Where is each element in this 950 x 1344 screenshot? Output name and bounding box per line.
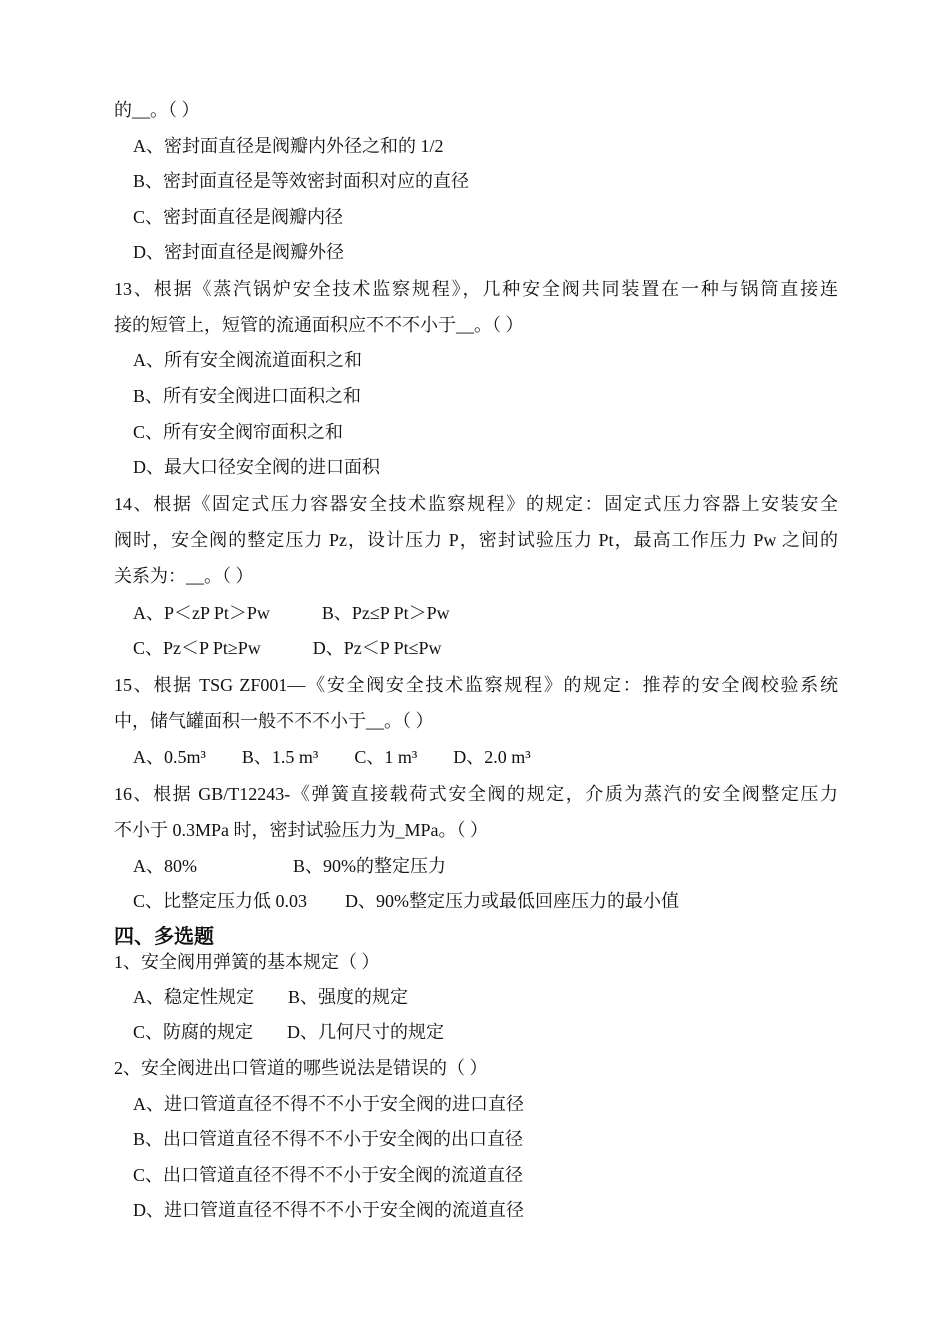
q15-option-c: C、1 m³ bbox=[354, 747, 418, 767]
q14-option-d: D、Pz＜P Pt≤Pw bbox=[312, 638, 442, 658]
q15-option-a: A、0.5m³ bbox=[133, 747, 206, 767]
m1-options-row1 bbox=[133, 985, 857, 1009]
q14-options-row2 bbox=[133, 636, 857, 660]
q14-stem-line3: 关系为：__。（ ） bbox=[114, 566, 254, 586]
q12-option-d: D、密封面直径是阀瓣外径 bbox=[133, 242, 344, 262]
q12-stem-tail: 的__。（ ） bbox=[114, 100, 200, 120]
m1-options-row2 bbox=[133, 1020, 857, 1044]
q15-options-row bbox=[133, 745, 857, 769]
q15-stem-line1: 15、根据 TSG ZF001—《安全阀安全技术监察规程》的规定：推荐的安全阀校验系统 bbox=[114, 675, 838, 695]
q13-option-d: D、最大口径安全阀的进口面积 bbox=[133, 457, 380, 477]
q15-option-b: B、1.5 m³ bbox=[241, 747, 319, 767]
q14-stem-line2: 阀时，安全阀的整定压力 Pz，设计压力 P，密封试验压力 Pt，最高工作压力 Pw 之间的 bbox=[114, 530, 838, 550]
m2-option-d: D、进口管道直径不得不不小于安全阀的流道直径 bbox=[133, 1200, 524, 1220]
q12-option-c: C、密封面直径是阀瓣内径 bbox=[133, 207, 344, 227]
m2-option-c: C、出口管道直径不得不不小于安全阀的流道直径 bbox=[133, 1165, 524, 1185]
q16-options-row2 bbox=[133, 889, 857, 913]
q13-stem-line1: 13、根据《蒸汽锅炉安全技术监察规程》，几种安全阀共同装置在一种与锅筒直接连 bbox=[114, 279, 838, 299]
m1-option-b: B、强度的规定 bbox=[288, 987, 409, 1007]
section-heading: 四、多选题 bbox=[114, 924, 214, 948]
q14-option-b: B、Pz≤P Pt＞Pw bbox=[321, 603, 450, 623]
q13-option-c: C、所有安全阀帘面积之和 bbox=[133, 422, 344, 442]
q16-option-a: A、80% bbox=[133, 856, 197, 876]
m1-option-c: C、防腐的规定 bbox=[133, 1022, 254, 1042]
q16-option-c: C、比整定压力低 0.03 bbox=[133, 891, 308, 911]
q16-stem-line2: 不小于 0.3MPa 时，密封试验压力为_MPa。（ ） bbox=[114, 820, 489, 840]
m1-option-a: A、稳定性规定 bbox=[133, 987, 254, 1007]
q16-option-d: D、90%整定压力或最低回座压力的最小值 bbox=[345, 891, 680, 911]
q15-stem-line2: 中，储气罐面积一般不不不小于__。（ ） bbox=[114, 711, 434, 731]
q14-stem-line1: 14、根据《固定式压力容器安全技术监察规程》的规定：固定式压力容器上安装安全 bbox=[114, 494, 838, 514]
q13-option-a: A、所有安全阀流道面积之和 bbox=[133, 350, 362, 370]
m1-stem: 1、安全阀用弹簧的基本规定（ ） bbox=[114, 952, 380, 972]
q12-option-b: B、密封面直径是等效密封面积对应的直径 bbox=[133, 171, 470, 191]
q14-options-row1 bbox=[133, 601, 857, 625]
q14-option-c: C、Pz＜P Pt≥Pw bbox=[133, 638, 261, 658]
q12-option-a: A、密封面直径是阀瓣内外径之和的 1/2 bbox=[133, 136, 444, 156]
q14-option-a: A、P＜zP Pt＞Pw bbox=[133, 603, 270, 623]
q16-options-row1 bbox=[133, 854, 857, 878]
m2-option-b: B、出口管道直径不得不不小于安全阀的出口直径 bbox=[133, 1129, 524, 1149]
q16-option-b: B、90%的整定压力 bbox=[293, 856, 446, 876]
q16-stem-line1: 16、根据 GB/T12243-《弹簧直接载荷式安全阀的规定，介质为蒸汽的安全阀整定压力 bbox=[114, 784, 838, 804]
q13-stem-line2: 接的短管上，短管的流通面积应不不不小于__。（ ） bbox=[114, 315, 524, 335]
q13-option-b: B、所有安全阀进口面积之和 bbox=[133, 386, 362, 406]
m1-option-d: D、几何尺寸的规定 bbox=[287, 1022, 445, 1042]
q15-option-d: D、2.0 m³ bbox=[453, 747, 531, 767]
m2-option-a: A、进口管道直径不得不不小于安全阀的进口直径 bbox=[133, 1094, 524, 1114]
m2-stem: 2、安全阀进出口管道的哪些说法是错误的（ ） bbox=[114, 1058, 488, 1078]
